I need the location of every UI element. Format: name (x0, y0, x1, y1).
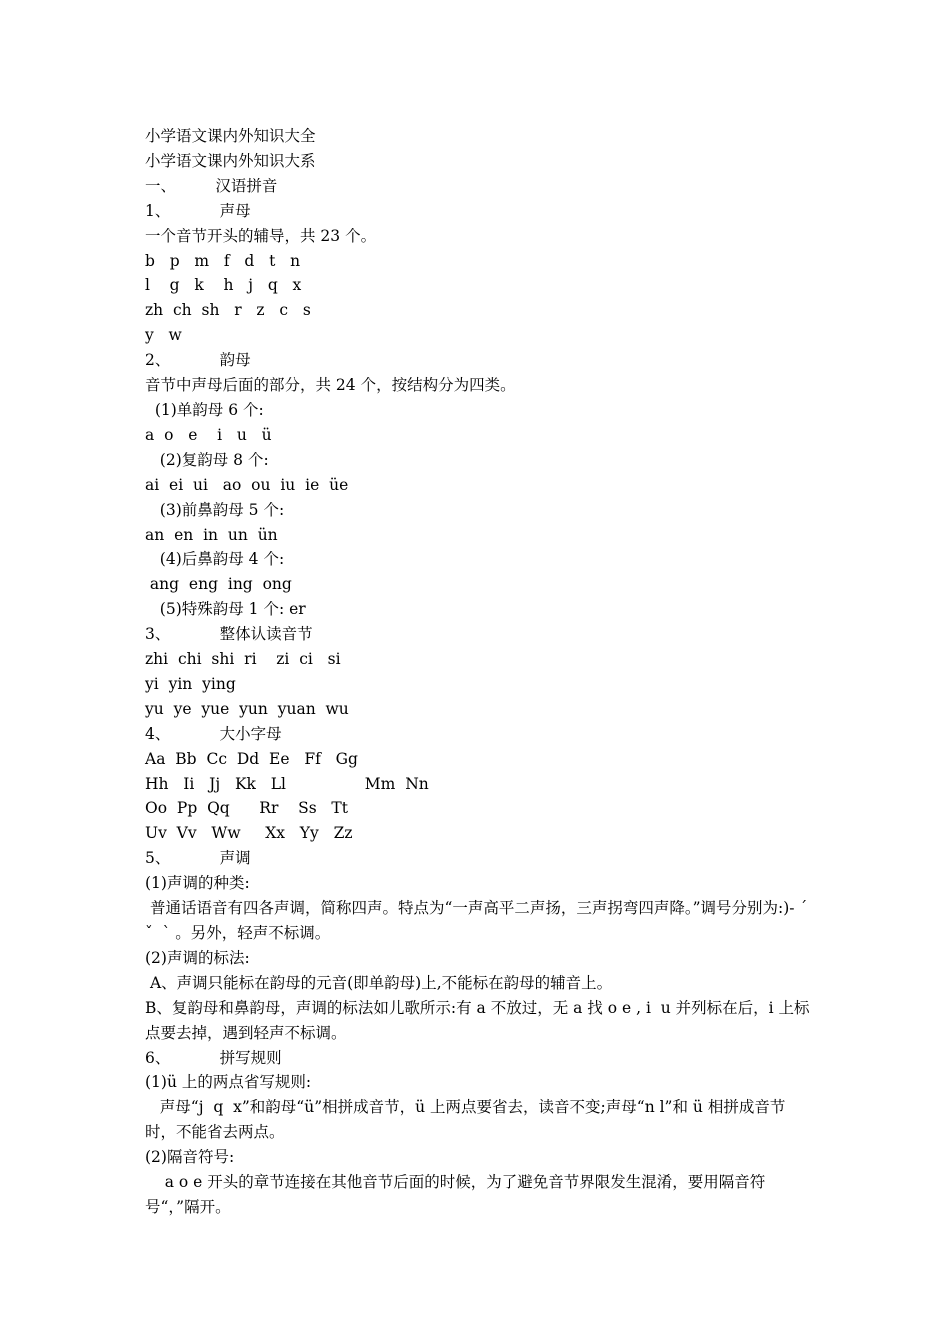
paragraph: B、复韵母和鼻韵母，声调的标法如儿歌所示:有 a 不放过，无 a 找 o e , i u 并列标在后，i 上标点要去掉，遇到轻声不标调。 (145, 998, 810, 1042)
section-heading-pinyin: 一、 汉语拼音 (145, 176, 278, 195)
document-title: 小学语文课内外知识大全 (145, 127, 316, 145)
finals-row: an en in un ün (145, 525, 278, 544)
finals-category: (5)特殊韵母 1 个: er (145, 600, 306, 619)
paragraph: 声母“j q x”和韵母“ü”相拼成音节，ü 上两点要省去，读音不变;声母“n l”和 ü 相拼成音节时，不能省去两点。 (145, 1098, 786, 1142)
finals-category: (3)前鼻韵母 5 个: (145, 500, 285, 519)
initials-row: l g k h j q x (145, 276, 302, 295)
paragraph: a o e 开头的章节连接在其他音节后面的时候，为了避免音节界限发生混淆，要用隔音符号“，”隔开。 (145, 1173, 766, 1216)
rules-subheading: (2)隔音符号: (145, 1148, 235, 1167)
tones-subheading: (2)声调的标法: (145, 948, 250, 967)
document-body (145, 124, 813, 1220)
initials-row: b p m f d t n (145, 251, 301, 270)
finals-category: (4)后鼻韵母 4 个: (145, 550, 285, 569)
subheading-initials: 1、 声母 (145, 201, 251, 220)
subheading-finals: 2、 韵母 (145, 351, 251, 370)
finals-category: (1)单韵母 6 个: (145, 400, 264, 419)
paragraph-line: 一个音节开头的辅导，共 23 个。 (145, 226, 377, 245)
finals-category: (2)复韵母 8 个: (145, 450, 269, 469)
initials-row: y w (145, 326, 182, 345)
subheading-letters: 4、 大小字母 (145, 724, 282, 743)
syllables-row: yu ye yue yun yuan wu (145, 699, 349, 718)
letters-row: Oo Pp Qq Rr Ss Tt (145, 799, 348, 818)
subheading-tones: 5、 声调 (145, 849, 251, 868)
tones-subheading: (1)声调的种类: (145, 874, 250, 893)
rules-subheading: (1)ü 上的两点省写规则: (145, 1073, 312, 1092)
subheading-spelling-rules: 6、 拼写规则 (145, 1048, 282, 1067)
finals-row: ang eng ing ong (145, 575, 292, 594)
finals-row: a o e i u ü (145, 425, 272, 444)
initials-row: zh ch sh r z c s (145, 301, 311, 320)
paragraph: A、声调只能标在韵母的元音(即单韵母)上,不能标在韵母的辅音上。 (145, 973, 613, 992)
syllables-row: zhi chi shi ri zi ci si (145, 650, 341, 669)
letters-row: Hh Ii Jj Kk Ll Mm Nn (145, 774, 429, 793)
finals-row: ai ei ui ao ou iu ie üe (145, 475, 349, 494)
paragraph-line: 音节中声母后面的部分，共 24 个，按结构分为四类。 (145, 376, 516, 395)
document-subtitle: 小学语文课内外知识大系 (145, 151, 316, 170)
letters-row: Uv Vv Ww Xx Yy Zz (145, 824, 353, 843)
syllables-row: yi yin ying (145, 674, 236, 693)
subheading-whole-syllables: 3、 整体认读音节 (145, 625, 313, 644)
letters-row: Aa Bb Cc Dd Ee Ff Gg (145, 749, 358, 768)
paragraph: 普通话语音有四各声调，简称四声。特点为“一声高平二声扬，三声拐弯四声降。”调号分别为:)- ˊ ˇ ˋ 。另外，轻声不标调。 (145, 899, 813, 942)
